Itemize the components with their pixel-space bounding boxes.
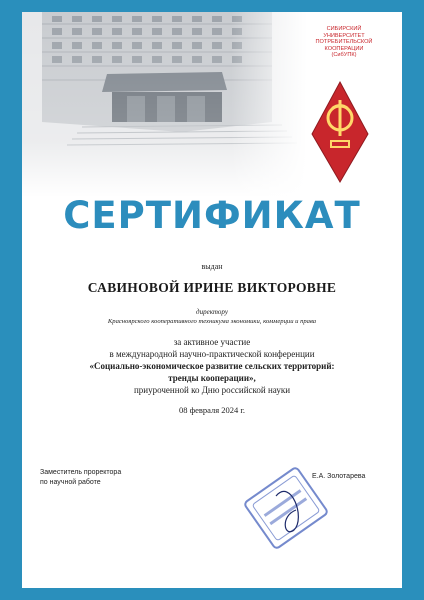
university-name-line: (СибУПК)	[331, 52, 357, 59]
conference-title-line: «Социально-экономическое развитие сельских территорий:	[89, 361, 335, 371]
signatory-title-line: Заместитель проректора	[40, 469, 122, 476]
conference-title-line: тренды кооперации»,	[168, 373, 256, 383]
certificate-page	[22, 12, 402, 588]
university-name-line: ПОТРЕБИТЕЛЬСКОЙ	[315, 39, 373, 46]
signatory-title-line: по научной работе	[40, 479, 101, 486]
university-name-line: УНИВЕРСИТЕТ	[323, 32, 365, 39]
recipient-organization: Красноярского кооперативного техникума экономики, коммерции и права	[107, 318, 317, 325]
issue-date: 08 февраля 2024 г.	[178, 405, 246, 415]
signatory-title	[40, 468, 121, 488]
recipient-name: САВИНОВОЙ ИРИНЕ ВИКТОРОВНЕ	[87, 280, 337, 295]
certificate-title: СЕРТИФИКАТ	[63, 194, 361, 237]
recipient-position: директору	[196, 308, 228, 316]
body-line: за активное участие	[173, 337, 251, 347]
body-line: в международной научно-практической конференции	[109, 349, 315, 359]
university-name-line: КООПЕРАЦИИ	[324, 45, 364, 52]
university-name	[304, 26, 384, 59]
signatory-name: Е.А. Золотарева	[312, 473, 366, 480]
university-name-line: СИБИРСКИЙ	[326, 26, 362, 32]
body-line: приуроченной ко Дню российской науки	[133, 385, 291, 395]
issued-to-label: выдан	[201, 262, 223, 271]
university-emblem-icon	[310, 80, 370, 184]
